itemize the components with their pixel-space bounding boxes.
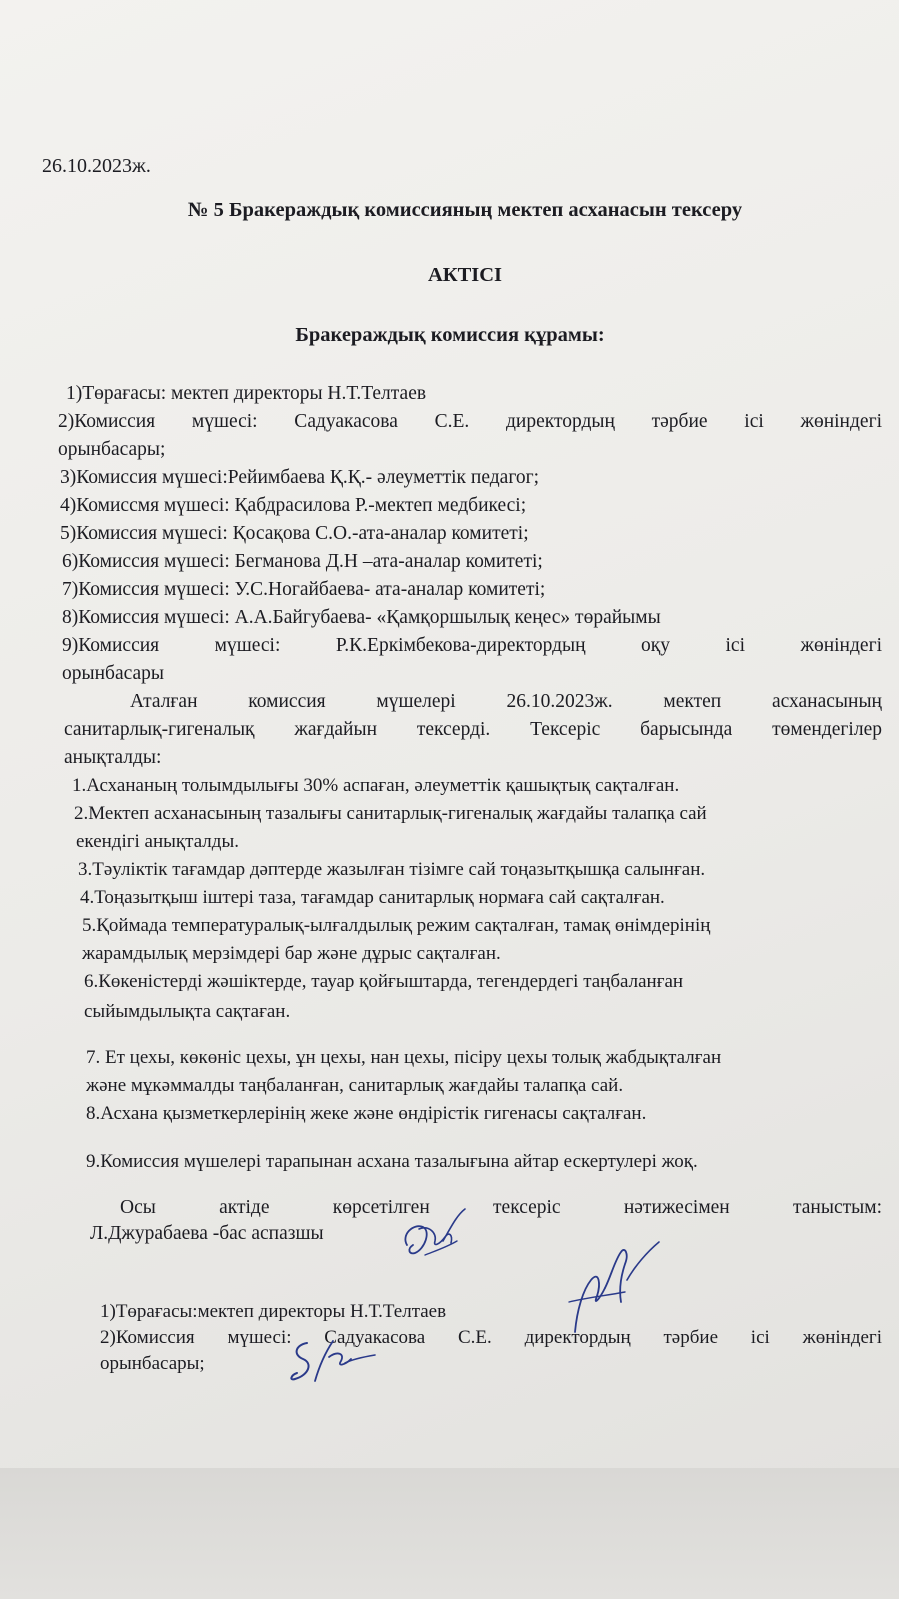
- signatory-line: орынбасары;: [100, 1353, 205, 1374]
- member-line: 6)Комиссия мүшесі: Бегманова Д.Н –ата-аналар комитеті;: [62, 551, 543, 572]
- member-line: орынбасары;: [58, 439, 166, 460]
- finding-line: 7. Ет цехы, көкөніс цехы, ұн цехы, нан цехы, пісіру цехы толық жабдықталған: [86, 1047, 722, 1068]
- finding-line: 8.Асхана қызметкерлерінің жеке және өндірістік гигенасы сақталған.: [86, 1103, 647, 1124]
- finding-line: 6.Көкеністерді жәшіктерде, тауар қойғыштарда, тегендердегі таңбаланған: [84, 971, 684, 992]
- act-heading: АКТІСІ: [427, 264, 503, 286]
- signature-deputy: [285, 1335, 380, 1390]
- finding-line: екендігі анықталды.: [76, 831, 239, 852]
- member-line: 4)Комиссмя мүшесі: Қабдрасилова Р.-мектеп медбикесі;: [60, 495, 527, 516]
- intro-line: Аталған комиссия мүшелері 26.10.2023ж. мектеп асханасының: [130, 691, 882, 712]
- document-date: 26.10.2023ж.: [42, 155, 151, 177]
- document-title: № 5 Бракераждық комиссияның мектеп асханасын тексеру: [187, 199, 743, 221]
- finding-line: жарамдылық мерзімдері бар және дұрыс сақталған.: [82, 943, 501, 964]
- signature-director: [555, 1240, 665, 1340]
- member-line: 1)Төрағасы: мектеп директоры Н.Т.Телтаев: [66, 383, 427, 404]
- acknowledgement-line: Л.Джурабаева -бас аспазшы: [90, 1223, 324, 1244]
- signatory-line: 1)Төрағасы:мектеп директоры Н.Т.Телтаев: [100, 1301, 447, 1322]
- composition-heading: Бракераждық комиссия құрамы:: [295, 324, 605, 346]
- finding-line: 4.Тоңазытқыш іштері таза, тағамдар санитарлық нормаға сай сақталған.: [80, 887, 665, 908]
- intro-line: санитарлық-гигеналық жағдайын тексерді. Тексеріс барысында төмендегілер: [64, 719, 882, 740]
- finding-line: 1.Асхананың толымдылығы 30% аспаған, әлеуметтік қашықтық сақталған.: [72, 775, 680, 796]
- intro-line: анықталды:: [64, 747, 162, 768]
- member-line: 8)Комиссия мүшесі: А.А.Байгубаева- «Қамқоршылық кеңес» төрайымы: [62, 607, 661, 628]
- member-line: 3)Комиссия мүшесі:Рейимбаева Қ.Қ.- әлеуметтік педагог;: [60, 467, 539, 488]
- signature-chef: [395, 1205, 470, 1265]
- member-line: 9)Комиссия мүшесі: Р.К.Еркімбекова-директордың оқу ісі жөніндегі: [62, 635, 882, 656]
- finding-line: 3.Тәуліктік тағамдар дәптерде жазылған тізімге сай тоңазытқышқа салынған.: [78, 859, 706, 880]
- finding-line: 5.Қоймада температуралық-ылғалдылық режим сақталған, тамақ өнімдерінің: [82, 915, 711, 936]
- member-line: 7)Комиссия мүшесі: У.С.Ногайбаева- ата-аналар комитеті;: [62, 579, 546, 600]
- acknowledgement-line: Осы актіде көрсетілген тексеріс нәтижесімен таныстым:: [120, 1197, 882, 1218]
- finding-line: 2.Мектеп асханасының тазалығы санитарлық-гигеналық жағдайы талапқа сай: [74, 803, 707, 824]
- finding-line: сыйымдылықта сақтаған.: [84, 1001, 291, 1022]
- member-line: 2)Комиссия мүшесі: Садуакасова С.Е. директордың тәрбие ісі жөніндегі: [58, 411, 882, 432]
- background-surface: [0, 1468, 899, 1599]
- member-line: 5)Комиссия мүшесі: Қосақова С.О.-ата-аналар комитеті;: [60, 523, 529, 544]
- signatory-line: 2)Комиссия мүшесі: Садуакасова С.Е. директордың тәрбие ісі жөніндегі: [100, 1327, 882, 1348]
- member-line: орынбасары: [62, 663, 165, 684]
- finding-line: және мұкәммалды таңбаланған, санитарлық жағдайы талапқа сай.: [86, 1075, 624, 1096]
- finding-line: 9.Комиссия мүшелері тарапынан асхана тазалығына айтар ескертулері жоқ.: [86, 1151, 698, 1172]
